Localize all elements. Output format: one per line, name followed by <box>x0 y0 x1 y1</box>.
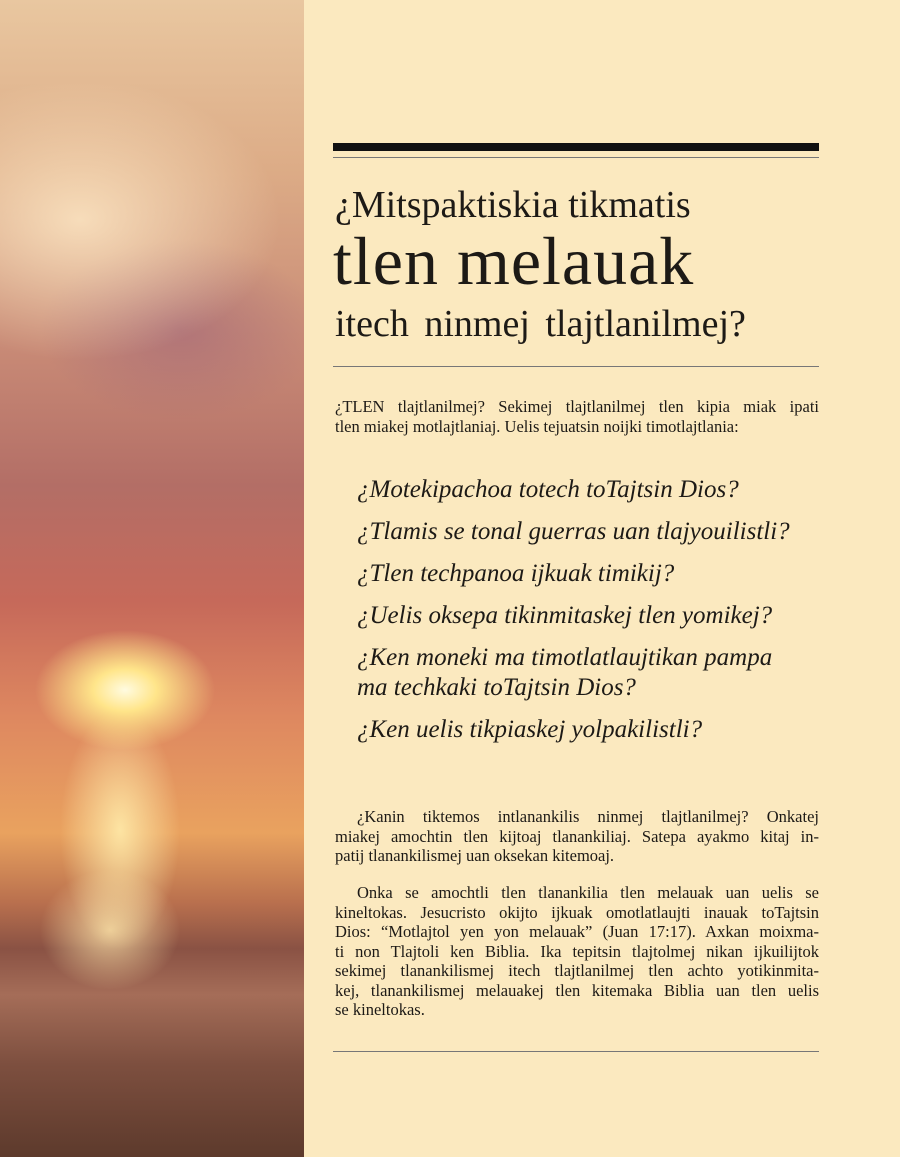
question: ¿Tlamis se tonal guerras uan tlajyouilistli? <box>357 518 790 545</box>
text-line: Dios: “Motlajtol yen yon melauak” (Juan 17:17). Axkan moixma- <box>335 922 819 941</box>
text-line: ¿Kanin tiktemos intlanankilis ninmej tlajtlanilmej? Onkatej <box>357 807 819 826</box>
question: ¿Ken moneki ma timotlatlaujtikan pampa ma techkaki toTajtsin Dios? <box>357 644 773 701</box>
title-line-3: itech ninmej tlajtlanilmej? <box>335 303 746 345</box>
header-rule-thick <box>333 143 819 151</box>
paragraph-2 <box>335 883 819 1020</box>
question-list <box>357 475 790 757</box>
text-line: kineltokas. Jesucristo okijto ijkuak omotlatlaujti inauak toTajtsin <box>335 902 819 922</box>
title-divider <box>333 366 819 367</box>
text-line: sekimej tlanankilismej itech tlajtlanilmej tlen achto yotikinmita- <box>335 961 819 980</box>
title-line-1: ¿Mitspaktiskia tikmatis <box>335 184 691 226</box>
question: ¿Uelis oksepa tikinmitaskej tlen yomikej? <box>357 602 773 629</box>
text-line: ti non Tlajtoli ken Biblia. Ika tepitsin tlajtolmej nikan ijkuilijtok <box>335 941 819 961</box>
text-line: patij tlanankilismej uan oksekan kitemoaj. <box>335 846 615 865</box>
title-line-2: tlen melauak <box>333 223 695 299</box>
paragraph-1 <box>335 807 819 866</box>
question: ¿Tlen techpanoa ijkuak timikij? <box>357 560 675 587</box>
text-line: kej, tlanankilismej melauakej tlen kitemaka Biblia uan tlen uelis <box>335 980 819 1000</box>
text-line: se kineltokas. <box>335 1000 425 1019</box>
text-line: tlen miakej motlajtlaniaj. Uelis tejuatsin noijki timotlajtlania: <box>335 416 739 436</box>
intro-paragraph <box>335 397 819 436</box>
question: ¿Motekipachoa totech toTajtsin Dios? <box>357 476 739 503</box>
text-line: Onka se amochtli tlen tlanankilia tlen melauak uan uelis se <box>357 883 819 902</box>
text-line: ¿TLEN tlajtlanilmej? Sekimej tlajtlanilmej tlen kipia miak ipati <box>335 397 819 416</box>
sunset-beach-photo <box>0 0 304 1157</box>
header-rule-thin <box>333 157 819 158</box>
footer-rule <box>333 1051 819 1052</box>
text-line: miakej amochtin tlen kijtoaj tlanankiliaj. Satepa ayakmo kitaj in- <box>335 826 819 846</box>
question: ¿Ken uelis tikpiaskej yolpakilistli? <box>357 716 703 743</box>
